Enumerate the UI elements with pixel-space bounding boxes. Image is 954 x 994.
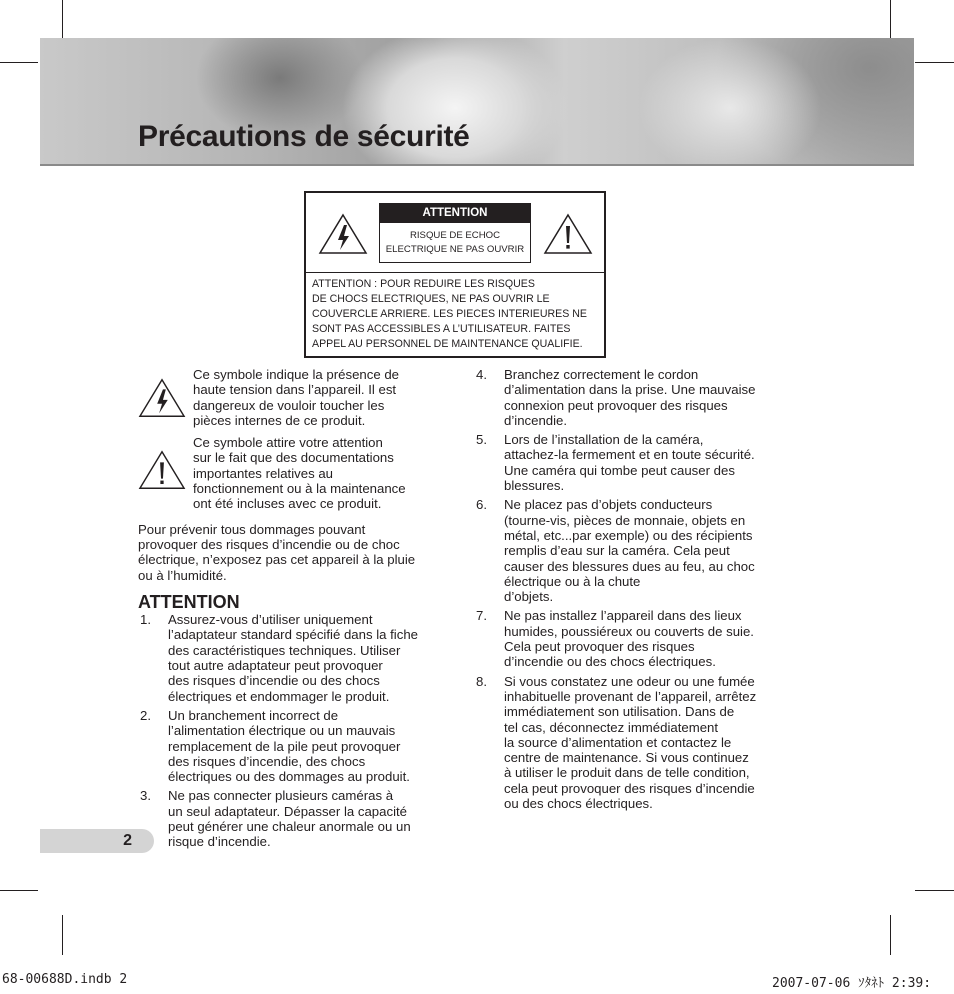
item-line: Cela peut provoquer des risques [504, 639, 695, 655]
list-item [138, 708, 443, 784]
item-line: des risques d’incendie ou des chocs [168, 673, 380, 689]
print-slug-timestamp: 2007-07-06 ｿﾀﾈﾄ 2:39: [772, 976, 932, 991]
list-item [138, 612, 443, 704]
list-item [474, 497, 784, 604]
item-line: immédiatement son utilisation. Dans de [504, 704, 735, 720]
intro-line: électrique, n’exposez pas cet appareil à la pluie [138, 552, 416, 568]
item-line: d’incendie. [504, 412, 568, 428]
crop-mark [890, 915, 891, 955]
list-item [474, 674, 784, 812]
warning-body-line: ATTENTION : POUR REDUIRE LES RISQUES [312, 278, 535, 290]
crop-mark [62, 915, 63, 955]
item-line: d’alimentation dans la prise. Une mauvaise [504, 382, 756, 398]
lightning-warning-icon [138, 377, 186, 419]
intro-paragraph [138, 522, 443, 583]
left-column [138, 367, 443, 854]
item-line: électriques et endommager le produit. [168, 688, 390, 704]
item-line: un seul adaptateur. Dépasser la capacité [168, 803, 407, 819]
item-number: 3. [140, 788, 151, 804]
item-line: remplacement de la pile peut provoquer [168, 738, 401, 754]
warning-risk-text [380, 223, 530, 257]
item-line: Une caméra qui tombe peut causer des [504, 462, 735, 478]
item-number: 2. [140, 707, 151, 723]
item-line: Si vous constatez une odeur ou une fumée [504, 673, 755, 689]
precaution-list [474, 367, 784, 811]
symbol-text-line: pièces internes de ce produit. [193, 412, 366, 428]
page-number-tab [40, 829, 154, 853]
item-line: causer des blessures dues au feu, au choc [504, 558, 755, 574]
crop-mark [890, 0, 891, 38]
item-number: 4. [476, 367, 487, 382]
warning-risk-line: RISQUE DE ECHOC [409, 230, 501, 241]
warning-heading: ATTENTION [380, 204, 530, 223]
crop-mark [915, 890, 954, 891]
symbol-explanation [138, 367, 443, 428]
item-line: cela peut provoquer des risques d’incendie [504, 780, 755, 796]
item-line: des caractéristiques techniques. Utiliser [168, 642, 401, 658]
intro-line: ou à l’humidité. [138, 567, 227, 583]
item-line: ou des chocs électriques. [504, 796, 653, 812]
crop-mark [0, 62, 38, 63]
crop-mark [0, 890, 38, 891]
symbol-text-line: haute tension dans l’appareil. Il est [193, 382, 397, 398]
item-line: électriques ou des dommages au produit. [168, 769, 410, 785]
page-number: 2 [123, 832, 132, 849]
symbol-text-line: ont été incluses avec ce produit. [193, 496, 382, 512]
item-line: tel cas, déconnectez immédiatement [504, 719, 719, 735]
warning-body-line: COUVERCLE ARRIERE. LES PIECES INTERIEURES NE [312, 308, 587, 320]
symbol-text-line: dangereux de vouloir toucher les [193, 397, 385, 413]
warning-center-panel [379, 203, 531, 263]
item-line: centre de maintenance. Si vous continuez [504, 750, 749, 766]
symbol-text-line: Ce symbole attire votre attention [193, 435, 383, 451]
item-line: peut générer une chaleur anormale ou un [168, 819, 411, 835]
item-line: blessures. [504, 478, 565, 494]
list-item [474, 367, 784, 428]
item-line: d’objets. [504, 589, 554, 605]
item-line: d’incendie ou des chocs électriques. [504, 654, 716, 670]
warning-body-line: DE CHOCS ELECTRIQUES, NE PAS OUVRIR LE [312, 293, 550, 305]
item-line: Assurez-vous d’utiliser uniquement [168, 612, 373, 628]
item-line: la source d’alimentation et contactez le [504, 734, 732, 750]
item-line: humides, poussiéreux ou couverts de suie. [504, 623, 754, 639]
warning-label [304, 191, 606, 358]
right-column [474, 367, 784, 815]
symbol-text-line: sur le fait que des documentations [193, 450, 394, 466]
item-line: Branchez correctement le cordon [504, 367, 699, 382]
list-item [138, 788, 443, 849]
item-line: à utiliser le produit dans de telle condition, [504, 765, 750, 781]
precaution-list [138, 612, 443, 849]
item-line: tout autre adaptateur peut provoquer [168, 658, 383, 674]
symbol-text-line: fonctionnement ou à la maintenance [193, 481, 406, 497]
exclamation-warning-icon [543, 213, 593, 255]
item-number: 8. [476, 673, 487, 689]
item-line: Un branchement incorrect de [168, 707, 339, 723]
crop-mark [62, 0, 63, 38]
warning-body-text [312, 277, 602, 352]
item-line: Ne placez pas d’objets conducteurs [504, 497, 713, 513]
list-item [474, 432, 784, 493]
intro-line: provoquer des risques d’incendie ou de choc [138, 536, 400, 552]
section-heading: ATTENTION [138, 591, 240, 612]
header-banner [40, 38, 914, 166]
item-line: attachez-la fermement et en toute sécurité. [504, 447, 755, 463]
page-title: Précautions de sécurité [138, 120, 470, 153]
item-line: Ne pas connecter plusieurs caméras à [168, 788, 394, 804]
warning-risk-line: ELECTRIQUE NE PAS OUVRIR [385, 244, 525, 255]
item-line: l’adaptateur standard spécifié dans la fiche [168, 627, 418, 643]
warning-body-line: SONT PAS ACCESSIBLES A L’UTILISATEUR. FAITES [312, 323, 571, 335]
item-number: 6. [476, 497, 487, 513]
symbol-text-line: Ce symbole indique la présence de [193, 367, 399, 382]
item-line: connexion peut provoquer des risques [504, 397, 728, 413]
item-line: Ne pas installez l’appareil dans des lieux [504, 608, 742, 624]
item-line: Lors de l’installation de la caméra, [504, 432, 704, 448]
intro-line: Pour prévenir tous dommages pouvant [138, 521, 366, 537]
item-line: risque d’incendie. [168, 834, 271, 850]
item-number: 7. [476, 608, 487, 624]
warning-body-line: APPEL AU PERSONNEL DE MAINTENANCE QUALIFIE. [312, 338, 583, 350]
item-line: l’alimentation électrique ou un mauvais [168, 723, 396, 739]
warning-label-top [306, 193, 604, 273]
item-line: inhabituelle provenant de l’appareil, arrêtez [504, 688, 757, 704]
item-line: remplis d’eau sur la caméra. Cela peut [504, 543, 730, 559]
print-slug-file: 68-00688D.indb 2 [2, 972, 128, 987]
crop-mark [915, 62, 954, 63]
item-line: des risques d’incendie, des chocs [168, 753, 366, 769]
lightning-warning-icon [318, 213, 368, 255]
item-line: électrique ou à la chute [504, 573, 641, 589]
item-number: 1. [140, 612, 151, 628]
item-line: (tourne-vis, pièces de monnaie, objets en [504, 512, 746, 528]
item-line: métal, etc...par exemple) ou des récipients [504, 527, 753, 543]
list-item [474, 608, 784, 669]
symbol-text-line: importantes relatives au [193, 465, 334, 481]
symbol-explanation [138, 435, 443, 511]
exclamation-warning-icon [138, 449, 186, 491]
item-number: 5. [476, 432, 487, 448]
